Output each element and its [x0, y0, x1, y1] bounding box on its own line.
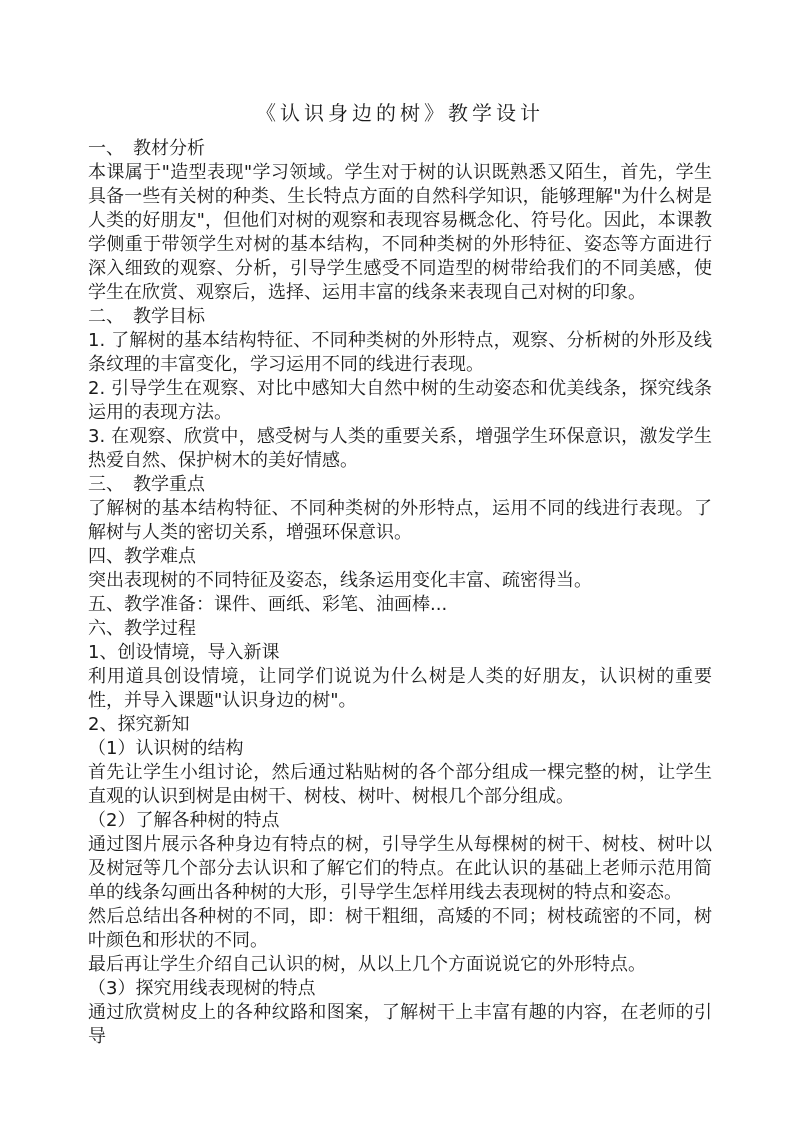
- process-step-2-2-heading: （2）了解各种树的特点: [88, 810, 280, 831]
- process-step-2-heading: 2、探究新知: [88, 714, 190, 735]
- process-step-2-2-paragraph-3: 最后再让学生介绍自己认识的树，从以上几个方面说说它的外形特点。: [88, 954, 646, 975]
- section-heading-teaching-goals: 二、 教学目标: [88, 306, 205, 327]
- document-page: [88, 100, 712, 1049]
- process-step-2-2-paragraph-2: 然后总结出各种树的不同，即：树干粗细，高矮的不同；树枝疏密的不同，树叶颜色和形状的不同。: [88, 906, 712, 951]
- process-step-2-3-paragraph: 通过欣赏树皮上的各种纹路和图案，了解树干上丰富有趣的内容，在老师的引导: [88, 1002, 712, 1047]
- section-heading-teaching-focus: 三、 教学重点: [88, 474, 205, 495]
- process-step-1-paragraph: 利用道具创设情境，让同学们说说为什么树是人类的好朋友，认识树的重要性，并导入课题"认识身边的树"。: [88, 666, 712, 711]
- section-heading-teaching-preparation: 五、教学准备：课件、画纸、彩笔、油画棒...: [88, 594, 448, 615]
- teaching-goal-2: 2. 引导学生在观察、对比中感知大自然中树的生动姿态和优美线条，探究线条运用的表现方法。: [88, 378, 712, 423]
- document-title: 《认识身边的树》教学设计: [256, 101, 544, 125]
- process-step-2-1-paragraph: 首先让学生小组讨论，然后通过粘贴树的各个部分组成一棵完整的树，让学生直观的认识到树是由树干、树枝、树叶、树根几个部分组成。: [88, 762, 712, 807]
- paragraph-teaching-focus: 了解树的基本结构特征、不同种类树的外形特点，运用不同的线进行表现。了解树与人类的密切关系，增强环保意识。: [88, 498, 712, 543]
- teaching-goal-1: 1. 了解树的基本结构特征、不同种类树的外形特点，观察、分析树的外形及线条纹理的丰富变化，学习运用不同的线进行表现。: [88, 330, 712, 375]
- process-step-2-3-heading: （3）探究用线表现树的特点: [88, 978, 316, 999]
- section-heading-textbook-analysis: 一、 教材分析: [88, 138, 205, 159]
- process-step-2-1-heading: （1）认识树的结构: [88, 738, 244, 759]
- process-step-2-2-paragraph-1: 通过图片展示各种身边有特点的树，引导学生从每棵树的树干、树枝、树叶以及树冠等几个部分去认识和了解它们的特点。在此认识的基础上老师示范用简单的线条勾画出各种树的大形，引导学生怎样用线去表现树的特点和姿态。: [88, 834, 712, 903]
- section-heading-teaching-difficulty: 四、教学难点: [88, 546, 196, 567]
- section-heading-teaching-process: 六、教学过程: [88, 618, 196, 639]
- teaching-goal-3: 3. 在观察、欣赏中，感受树与人类的重要关系，增强学生环保意识，激发学生热爱自然、保护树木的美好情感。: [88, 426, 712, 471]
- process-step-1-heading: 1、创设情境，导入新课: [88, 642, 280, 663]
- paragraph-textbook-analysis: 本课属于"造型表现"学习领域。学生对于树的认识既熟悉又陌生，首先，学生具备一些有关树的种类、生长特点方面的自然科学知识，能够理解"为什么树是人类的好朋友"，但他们对树的观察和表现容易概念化、符号化。因此，本课教学侧重于带领学生对树的基本结构，不同种类树的外形特征、姿态等方面进行深入细致的观察、分析，引导学生感受不同造型的树带给我们的不同美感，使学生在欣赏、观察后，选择、运用丰富的线条来表现自己对树的印象。: [88, 162, 712, 303]
- paragraph-teaching-difficulty: 突出表现树的不同特征及姿态，线条运用变化丰富、疏密得当。: [88, 570, 592, 591]
